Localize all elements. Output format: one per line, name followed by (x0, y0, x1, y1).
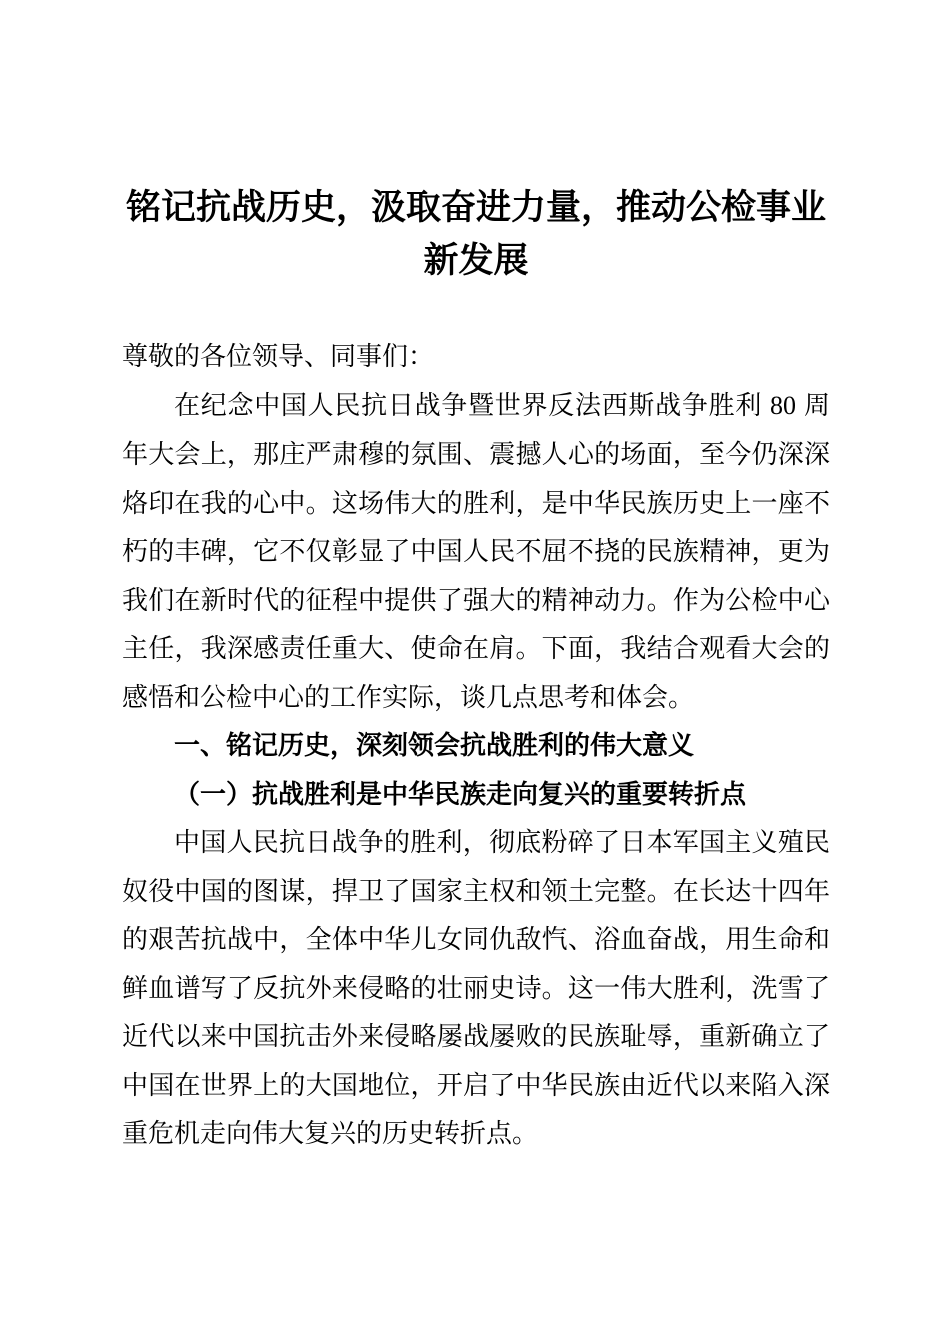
salutation-line: 尊敬的各位领导、同事们： (122, 341, 435, 371)
section-heading-one: 一、铭记历史，深刻领会抗战胜利的伟大意义 (174, 730, 695, 760)
page-title: 铭记抗战历史，汲取奋进力量，推动公检事业新发展 (125, 188, 826, 280)
paragraph-intro-text-before: 在纪念中国人民抗日战争暨世界反法西斯战争胜利 (174, 389, 771, 420)
subsection-heading-one: （一）抗战胜利是中华民族走向复兴的重要转折点 (174, 778, 747, 809)
anniversary-number: 80 (770, 390, 797, 420)
paragraph-intro (122, 381, 830, 722)
paragraph-victory-significance: 中国人民抗日战争的胜利，彻底粉碎了日本军国主义殖民奴役中国的图谋，捍卫了国家主权和领土完整。在长达十四年的艰苦抗战中，全体中华儿女同仇敌忾、浴血奋战，用生命和鲜血谱写了反抗外来侵略的壮丽史诗。这一伟大胜利，洗雪了近代以来中国抗击外来侵略屡战屡败的民族耻辱，重新确立了中国在世界上的大国地位，开启了中华民族由近代以来陷入深重危机走向伟大复兴的历史转折点。 (122, 827, 830, 1148)
paragraph-intro-text-after: 周年大会上，那庄严肃穆的氛围、震撼人心的场面，至今仍深深烙印在我的心中。这场伟大的胜利，是中华民族历史上一座不朽的丰碑，它不仅彰显了中国人民不屈不挠的民族精神，更为我们在新时代的征程中提供了强大的精神动力。作为公检中心主任，我深感责任重大、使命在肩。下面，我结合观看大会的感悟和公检中心的工作实际，谈几点思考和体会。 (122, 389, 830, 712)
